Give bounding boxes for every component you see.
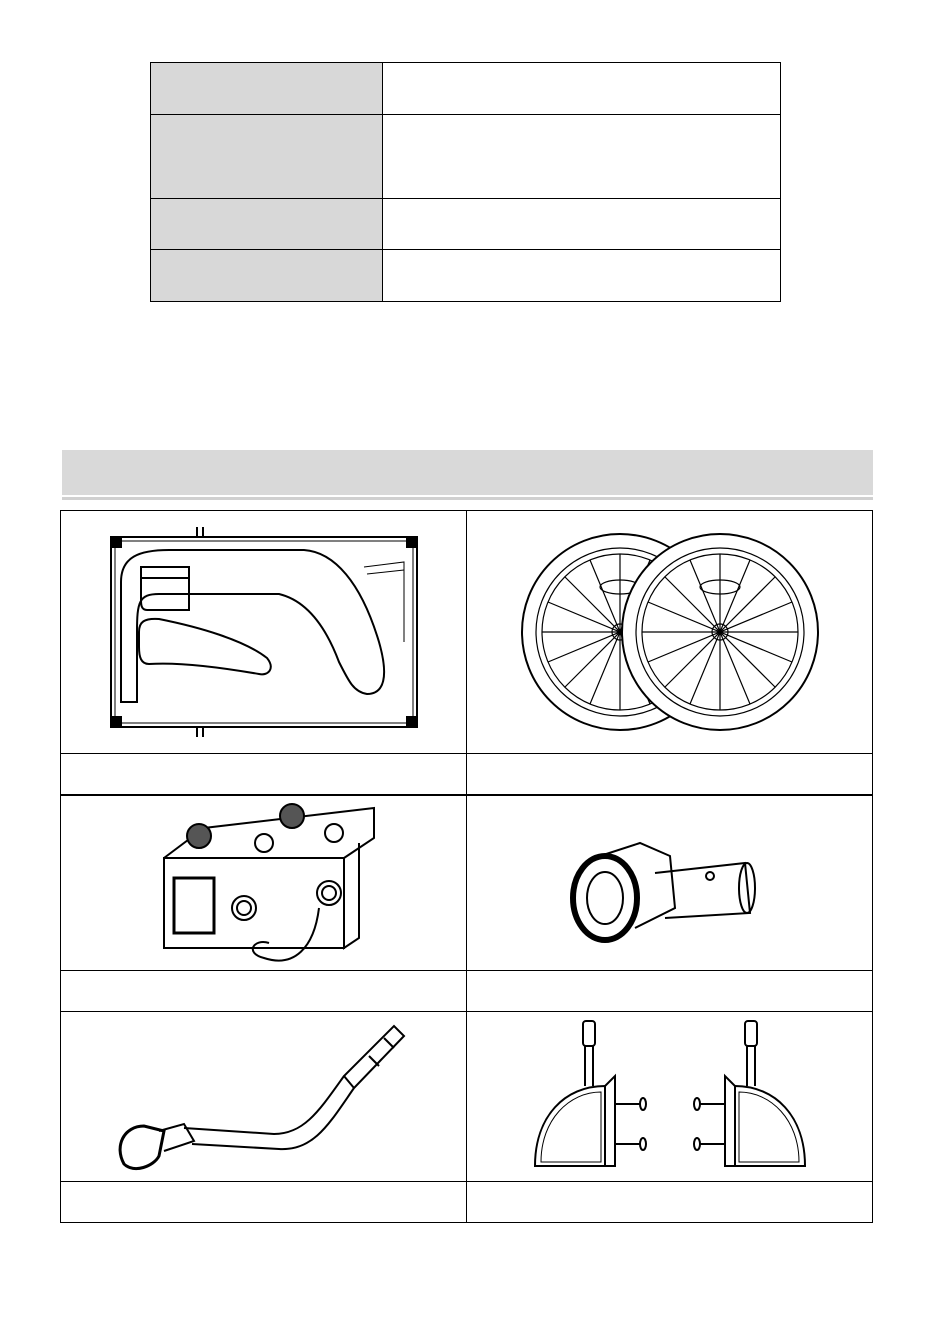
parts-image-row [61,1011,873,1181]
spoked-wheels-pair-icon [520,527,820,737]
spec-label [151,250,383,302]
spec-label [151,115,383,199]
parts-table [60,510,873,1223]
hitch-receiver-adapter-icon [144,798,384,968]
spec-value [383,63,781,115]
part-caption [467,1181,873,1222]
spec-row [151,199,781,250]
part-cell [61,795,467,970]
parts-caption-row [61,1181,873,1222]
part-caption [61,970,467,1011]
trailer-side-panel-icon [99,522,429,742]
section-header [62,450,873,495]
side-bracket-pair-icon [515,1016,825,1176]
spec-row [151,63,781,115]
section-divider [62,497,873,500]
part-caption [467,754,873,796]
spec-label [151,199,383,250]
spec-value [383,115,781,199]
part-cell [467,795,873,970]
spec-label [151,63,383,115]
spec-table [150,62,781,302]
parts-caption-row [61,754,873,796]
part-cell [467,1011,873,1181]
spec-value [383,199,781,250]
part-cell [61,1011,467,1181]
part-cell [61,511,467,754]
tow-arm-handle-icon [104,1016,424,1176]
part-caption [61,1181,467,1222]
spec-value [383,250,781,302]
spec-row [151,115,781,199]
parts-image-row [61,511,873,754]
part-cell [467,511,873,754]
part-caption [467,970,873,1011]
spec-row [151,250,781,302]
swivel-connector-icon [560,818,780,948]
part-caption [61,754,467,796]
parts-caption-row [61,970,873,1011]
parts-image-row [61,795,873,970]
